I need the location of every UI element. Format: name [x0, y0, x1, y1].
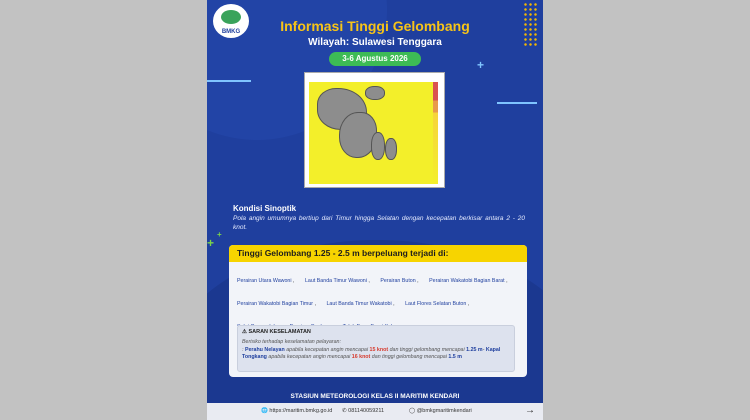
safety-advice-box: [237, 325, 515, 372]
region-label: Perairan Utara Wawoni: [237, 278, 292, 284]
wave-threshold: 1.25 m: [466, 347, 483, 353]
social-link[interactable]: [409, 408, 472, 414]
station-name: STASIUN METEOROLOGI KELAS II MARITIM KENDARI: [290, 393, 460, 400]
contact-bar: [207, 403, 543, 420]
region-separator: ,: [393, 301, 395, 307]
region-label: Laut Flores Selatan Buton: [405, 301, 467, 307]
region-item: [380, 278, 418, 284]
safety-title: [242, 329, 311, 335]
plus-decor-icon: +: [477, 58, 485, 72]
safety-details: : Perahu Nelayan apabila kecepatan angin mencapai 15 knot dan tinggi gelombang mencapai 1.25 m- Kapal Tongkang apabila kecepatan angin mencapai 16 knot dan tinggi gelombang mencapai 1.5 m: [242, 347, 501, 360]
region-item: [405, 301, 469, 307]
date-badge: 3-6 Agustus 2026: [329, 52, 421, 66]
phone-icon: ✆: [342, 408, 347, 414]
region-separator: ,: [293, 278, 295, 284]
website-link[interactable]: [261, 408, 332, 414]
website-text: https://maritim.bmkg.go.id: [269, 408, 333, 414]
region-separator: ,: [506, 278, 508, 284]
synoptic-title: Kondisi Sinoptik: [233, 204, 297, 213]
wave-height-map: [304, 72, 445, 188]
region-label: Laut Banda Timur Wakatobi: [326, 301, 392, 307]
info-poster: [207, 0, 543, 420]
plus-decor-icon: +: [217, 230, 222, 239]
safety-warning-icon: ⚠: [242, 329, 247, 335]
safety-text: apabila kecepatan angin mencapai: [286, 347, 369, 353]
logo-text: BMKG: [221, 29, 241, 35]
social-text: @bmkgmaritimkendari: [416, 408, 472, 414]
instagram-icon: ◯: [409, 408, 416, 414]
safety-text: dan tinggi gelombang mencapai: [389, 347, 465, 353]
region-separator: ,: [467, 301, 470, 307]
safety-text: dan tinggi gelombang mencapai: [371, 353, 447, 360]
phone-link[interactable]: [342, 408, 384, 414]
region-item: [326, 301, 394, 307]
region-separator: ,: [314, 301, 317, 307]
wave-info-card: [229, 245, 527, 377]
wave-threshold: 1.5 m: [448, 353, 462, 360]
region-label: Perairan Wakatobi Bagian Timur: [237, 301, 314, 307]
region-item: [237, 278, 295, 284]
safety-title-text: SARAN KESELAMATAN: [248, 329, 311, 335]
map-land: [365, 86, 385, 100]
region-item: [237, 301, 316, 307]
next-arrow-icon[interactable]: →: [525, 405, 535, 416]
wind-threshold: 16 knot: [351, 353, 371, 360]
map-sea-area: [309, 82, 433, 184]
phone-text: 081140059211: [348, 408, 385, 414]
globe-icon: 🌐: [261, 408, 268, 414]
page-title: Informasi Tinggi Gelombang: [280, 18, 470, 34]
safety-text: apabila kecepatan angin mencapai: [268, 353, 351, 360]
vessel-type: Perahu Nelayan: [244, 347, 285, 353]
region-item: [429, 278, 507, 284]
vessel-type: Kapal Tongkang: [242, 347, 501, 360]
wind-threshold: 15 knot: [369, 347, 389, 353]
region-separator: ,: [368, 278, 370, 284]
region-label: Perairan Wakatobi Bagian Barat: [429, 278, 505, 284]
region-label: Perairan Buton: [380, 278, 416, 284]
safety-intro: Berisiko terhadap keselamatan pelayaran:: [242, 339, 341, 345]
wave-card-heading: Tinggi Gelombang 1.25 - 2.5 m berpeluang terjadi di:: [229, 245, 527, 262]
plus-decor-icon: +: [207, 236, 215, 250]
map-color-scale: [433, 82, 438, 184]
map-land: [385, 138, 397, 160]
decor-line: [207, 80, 251, 82]
map-land: [371, 132, 385, 160]
region-separator: ,: [417, 278, 419, 284]
decor-line: [497, 102, 537, 104]
region-label: Laut Banda Timur Wawoni: [304, 278, 367, 284]
region-subtitle: Wilayah: Sulawesi Tenggara: [308, 37, 442, 48]
region-item: [305, 278, 370, 284]
synoptic-text: Pola angin umumnya bertiup dari Timur hingga Selatan dengan kecepatan berkisar antara 2 - 20 knot.: [233, 215, 525, 231]
